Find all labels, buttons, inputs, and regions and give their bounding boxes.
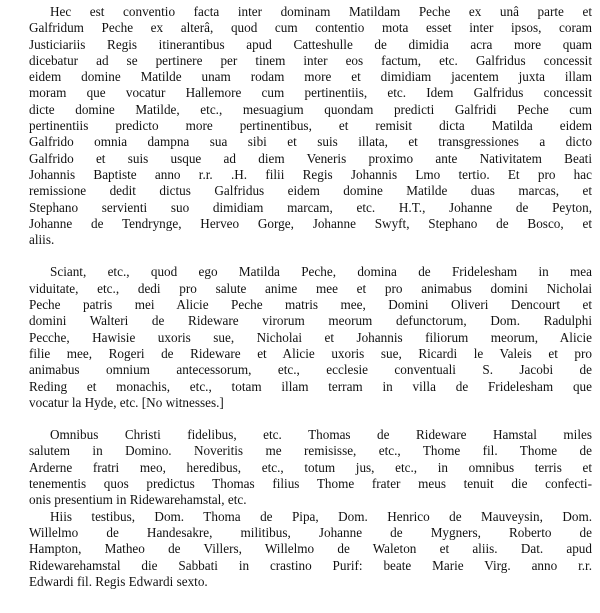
- text-line: tenementis quos predictus Thomas filius Thome frater meus tenuit die confecti-: [29, 476, 592, 492]
- text-line: viduitate, etc., dedi pro salute anime mee et pro animabus domini Nicholai: [29, 280, 592, 296]
- text-line: Stephano servienti suo dimidiam marcam, etc. H.T., Johanne de Peyton,: [29, 199, 592, 215]
- document-page: [8, 4, 592, 590]
- text-line: Galfrido omnia dampna sua sibi et suis illata, et transgressiones a dicto: [29, 134, 592, 150]
- text-line: onis presentium in Ridewarehamstal, etc.: [29, 492, 247, 508]
- text-line: remissione dedit dictus Galfridus eidem domine Matilde duas marcas, et: [29, 183, 592, 199]
- paragraph-gap: [8, 411, 592, 427]
- charter-paragraph-2: [8, 264, 592, 411]
- text-line: dicte domine Matilde, etc., mesuagium quondam predicti Galfridi Peche cum: [29, 101, 592, 117]
- text-line: Hiis testibus, Dom. Thoma de Pipa, Dom. Henrico de Mauveysin, Dom.: [50, 508, 592, 524]
- text-line: Edwardi fil. Regis Edwardi sexto.: [29, 573, 208, 589]
- text-line: aliis.: [29, 232, 55, 248]
- text-line: vocatur la Hyde, etc. [No witnesses.]: [29, 394, 224, 410]
- text-line: eidem domine Matilde unam rodam more et dimidiam jacentem juxta illam: [29, 69, 592, 85]
- witness-paragraph: [8, 509, 592, 590]
- text-line: Galfrido et suis usque ad diem Veneris proximo ante Nativitatem Beati: [29, 150, 592, 166]
- paragraph-gap: [8, 248, 592, 264]
- text-line: Omnibus Christi fidelibus, etc. Thomas de Rideware Hamstal miles: [50, 427, 592, 443]
- text-line: filie mee, Rogeri de Rideware et Alicie uxoris sue, Ricardi le Valeis et pro: [29, 345, 592, 361]
- text-line: Arderne fratri meo, heredibus, etc., totum jus, etc., in omnibus terris et: [29, 459, 592, 475]
- text-line: animabus omnium antecessorum, etc., ecclesie conventuali S. Jacobi de: [29, 362, 592, 378]
- text-line: Pecche, Hawisie uxoris sue, Nicholai et Johannis filiorum meorum, Alicie: [29, 329, 592, 345]
- text-line: Reding et monachis, etc., totam illam terram in villa de Fridelesham que: [29, 378, 592, 394]
- text-line: Johanne de Tendrynge, Herveo Gorge, Johanne Swyft, Stephano de Bosco, et: [29, 215, 592, 231]
- text-line: Willelmo de Handesakre, militibus, Johanne de Mygners, Roberto de: [29, 524, 592, 540]
- text-line: Hampton, Matheo de Villers, Willelmo de Waleton et aliis. Dat. apud: [29, 541, 592, 557]
- charter-paragraph-3: [8, 427, 592, 508]
- charter-paragraph-1: [8, 4, 592, 248]
- text-line: Peche patris mei Alicie Peche matris mee, Domini Oliveri Dencourt et: [29, 297, 592, 313]
- text-line: Galfridum Peche ex alterâ, quod cum contentio mota esset inter ipsos, coram: [29, 20, 592, 36]
- text-line: moram que vocatur Hallemore cum pertinentiis, etc. Idem Galfridus concessit: [29, 85, 592, 101]
- text-line: Hec est conventio facta inter dominam Matildam Peche ex unâ parte et: [50, 4, 592, 19]
- text-line: salutem in Domino. Noveritis me remisisse, etc., Thome fil. Thome de: [29, 443, 592, 459]
- text-line: pertinentiis predicto more pertinentibus, et remisit dicta Matilda eidem: [29, 118, 592, 134]
- text-line: Sciant, etc., quod ego Matilda Peche, domina de Fridelesham in mea: [50, 264, 592, 280]
- text-line: Justiciariis Regis itinerantibus apud Catteshulle de dimidia acra more quam: [29, 36, 592, 52]
- text-line: dicebatur ad se pertinere per tinem inter eos factum, etc. Galfridus concessit: [29, 52, 592, 68]
- text-line: Johannis Baptiste anno r.r. .H. filii Regis Johannis Lmo tertio. Et pro hac: [29, 166, 592, 182]
- text-line: domini Walteri de Rideware virorum meorum defunctorum, Dom. Radulphi: [29, 313, 592, 329]
- text-line: Ridewarehamstal die Sabbati in crastino Purif: beate Marie Virg. anno r.r.: [29, 557, 592, 573]
